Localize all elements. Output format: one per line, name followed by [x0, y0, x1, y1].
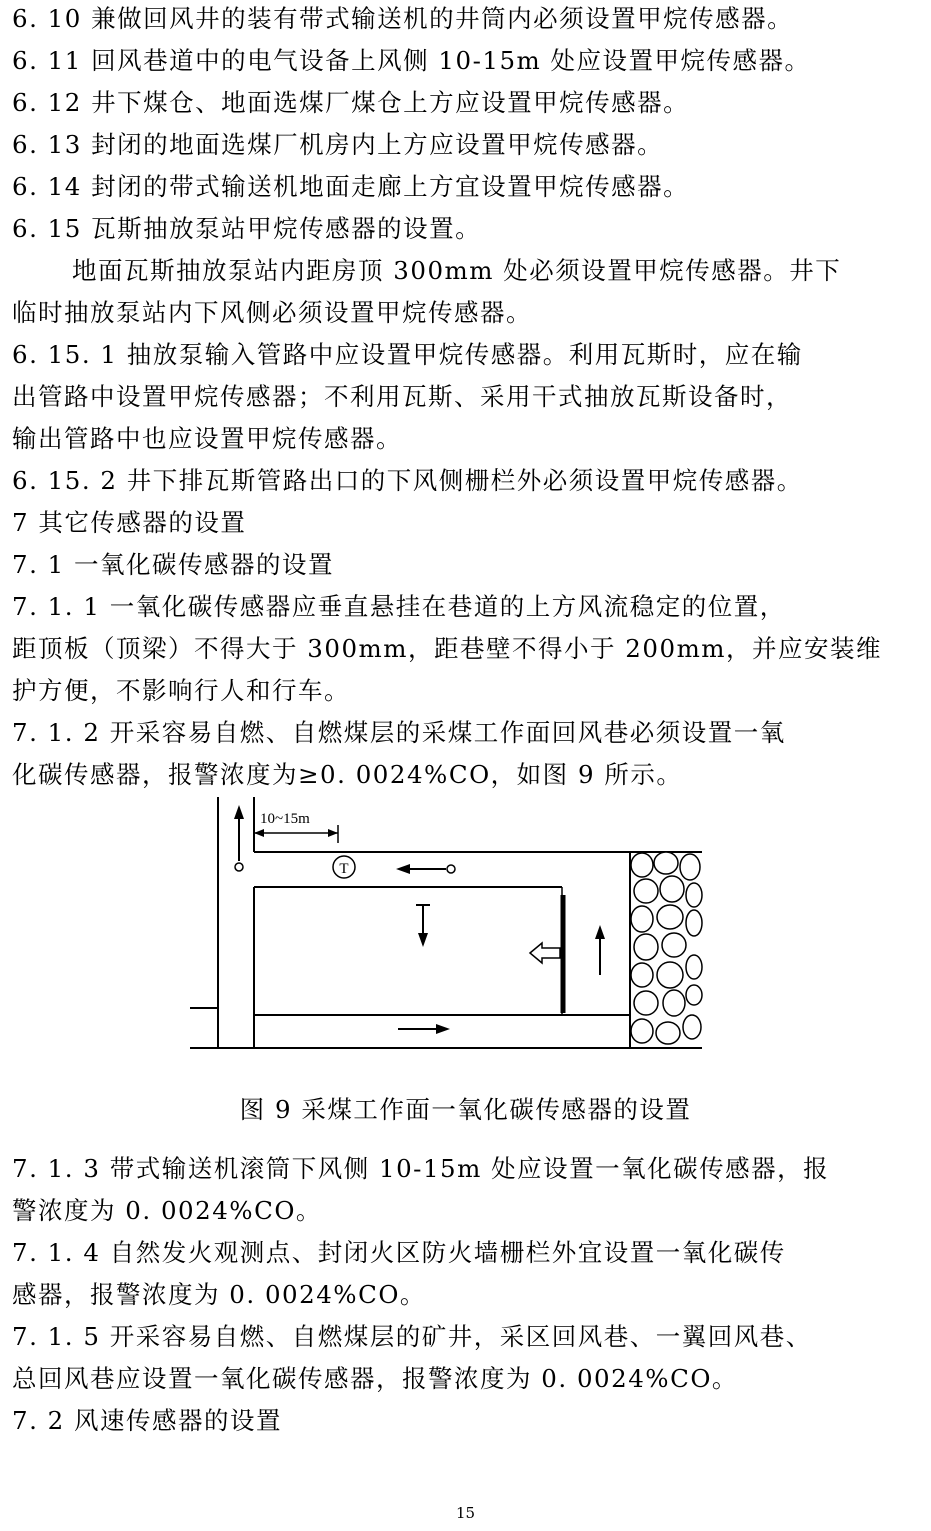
text-line: 输出管路中也应设置甲烷传感器。: [12, 424, 402, 453]
page-number: 15: [455, 1504, 476, 1522]
airflow-left-arrow-icon: [396, 864, 455, 874]
text-line: 出管路中设置甲烷传感器；不利用瓦斯、采用干式抽放瓦斯设备时，: [12, 382, 792, 411]
face-advance-arrow-icon: [530, 943, 560, 963]
text-line: 6. 12 井下煤仓、地面选煤厂煤仓上方应设置甲烷传感器。: [12, 88, 690, 117]
text-line: 6. 15 瓦斯抽放泵站甲烷传感器的设置。: [12, 214, 482, 243]
airflow-down-arrow-icon: [416, 905, 430, 947]
sensor-label: T: [339, 861, 349, 877]
text-line: 6. 13 封闭的地面选煤厂机房内上方应设置甲烷传感器。: [12, 130, 664, 159]
goaf-rubble: [631, 852, 702, 1044]
airflow-up-arrow-icon: [234, 805, 244, 871]
text-line: 地面瓦斯抽放泵站内距房顶 300mm 处必须设置甲烷传感器。井下: [72, 256, 842, 285]
text-line: 6. 10 兼做回风井的装有带式输送机的井筒内必须设置甲烷传感器。: [12, 4, 794, 33]
text-line: 警浓度为 0. 0024%CO。: [12, 1196, 322, 1225]
text-line: 7. 1. 2 开采容易自燃、自燃煤层的采煤工作面回风巷必须设置一氧: [12, 718, 786, 747]
text-line: 6. 15. 2 井下排瓦斯管路出口的下风侧栅栏外必须设置甲烷传感器。: [12, 466, 803, 495]
text-line: 7. 1. 5 开采容易自燃、自燃煤层的矿井，采区回风巷、一翼回风巷、: [12, 1322, 812, 1351]
dimension-label: 10~15m: [260, 811, 310, 827]
text-line: 距顶板（顶梁）不得大于 300mm，距巷壁不得小于 200mm，并应安装维: [12, 634, 883, 663]
subsection-heading: 7. 1 一氧化碳传感器的设置: [12, 550, 335, 579]
text-line: 总回风巷应设置一氧化碳传感器，报警浓度为 0. 0024%CO。: [12, 1364, 738, 1393]
working-face-diagram: [190, 795, 710, 1057]
section-heading: 7 其它传感器的设置: [12, 508, 247, 537]
airflow-face-up-arrow-icon: [595, 925, 605, 975]
text-line: 7. 1. 4 自然发火观测点、封闭火区防火墙栅栏外宜设置一氧化碳传: [12, 1238, 786, 1267]
text-line: 6. 11 回风巷道中的电气设备上风侧 10-15m 处应设置甲烷传感器。: [12, 46, 811, 75]
text-line: 6. 14 封闭的带式输送机地面走廊上方宜设置甲烷传感器。: [12, 172, 690, 201]
text-line: 感器，报警浓度为 0. 0024%CO。: [12, 1280, 426, 1309]
figure-caption: 图 9 采煤工作面一氧化碳传感器的设置: [239, 1095, 692, 1124]
text-line: 6. 15. 1 抽放泵输入管路中应设置甲烷传感器。利用瓦斯时，应在输: [12, 340, 803, 369]
text-line: 临时抽放泵站内下风侧必须设置甲烷传感器。: [12, 298, 532, 327]
subsection-heading: 7. 2 风速传感器的设置: [12, 1406, 283, 1435]
airflow-right-arrow-icon: [398, 1024, 450, 1034]
text-line: 7. 1. 1 一氧化碳传感器应垂直悬挂在巷道的上方风流稳定的位置，: [12, 592, 786, 621]
text-line: 7. 1. 3 带式输送机滚筒下风侧 10-15m 处应设置一氧化碳传感器，报: [12, 1154, 830, 1183]
text-line: 化碳传感器，报警浓度为≥0. 0024%CO，如图 9 所示。: [12, 760, 683, 789]
text-line: 护方便，不影响行人和行车。: [12, 676, 350, 705]
